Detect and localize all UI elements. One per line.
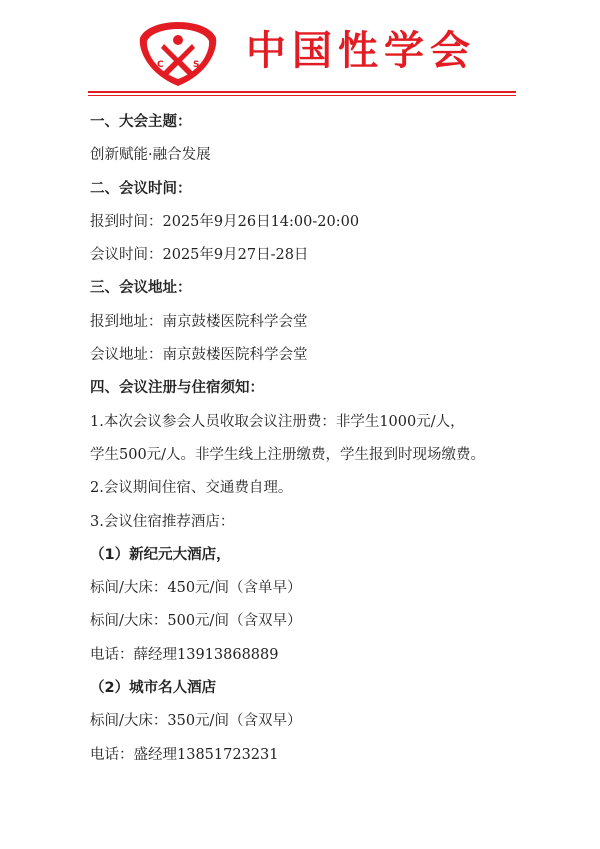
org-title: 中国性学会 [246,27,476,74]
header-divider-thick [88,91,516,93]
meeting-venue: 会议地址：南京鼓楼医院科学会堂 [90,347,308,364]
hotel-2-phone: 电话：盛经理13851723231 [90,746,279,763]
letterhead [0,0,600,100]
time-heading: 二、会议时间： [90,180,192,197]
hotel-1-room-price-1: 标间/大床：450元/间（含单早） [90,580,302,597]
hotel-1-room-price-2: 标间/大床：500元/间（含双早） [90,613,302,630]
accommodation-note: 2.会议期间住宿、交通费自理。 [90,480,293,497]
header-divider-thin [88,95,516,96]
venue-heading: 三、会议地址： [90,280,192,297]
hotel-1-name: （1）新纪元大酒店， [90,546,231,563]
checkin-time: 报到时间：2025年9月26日14:00-20:00 [90,213,360,230]
association-logo-icon [138,20,218,88]
registration-fee-line-1: 1.本次会议参会人员收取会议注册费：非学生1000元/人， [90,413,465,430]
document-body [90,106,530,772]
checkin-venue: 报到地址：南京鼓楼医院科学会堂 [90,313,308,330]
hotel-recommendation-heading: 3.会议住宿推荐酒店： [90,513,235,530]
theme-heading: 一、大会主题： [90,114,192,130]
registration-heading: 四、会议注册与住宿须知： [90,380,264,397]
hotel-2-name: （2）城市名人酒店 [90,680,217,697]
svg-text:C: C [157,60,164,70]
theme-text: 创新赋能·融合发展 [90,147,211,164]
hotel-1-phone: 电话：薛经理13913868889 [90,646,279,663]
svg-text:S: S [193,60,200,70]
hotel-2-room-price-1: 标间/大床：350元/间（含双早） [90,713,302,730]
meeting-time: 会议时间：2025年9月27日-28日 [90,247,309,264]
registration-fee-line-2: 学生500元/人。非学生线上注册缴费，学生报到时现场缴费。 [90,446,486,463]
